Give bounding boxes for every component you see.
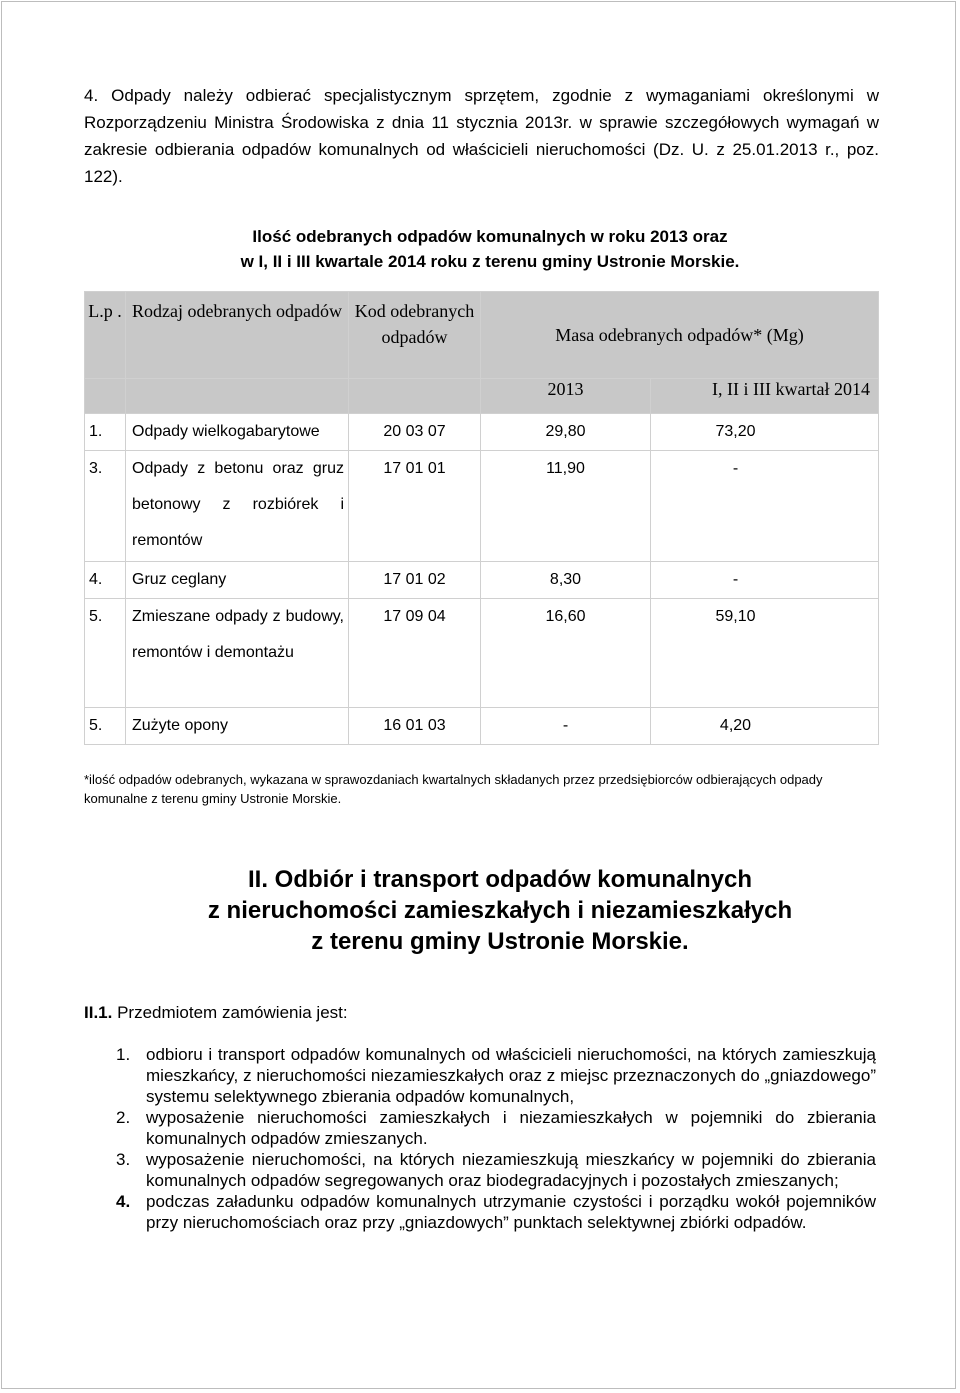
subsection-number: II.1. — [84, 1003, 113, 1022]
list-item-number: 4. — [116, 1192, 131, 1211]
subsection-text: Przedmiotem zamówienia jest: — [112, 1003, 348, 1022]
list-item — [84, 1149, 876, 1191]
header-masa: Masa odebranych odpadów* (Mg) — [481, 292, 879, 379]
list-item-number: 2. — [116, 1108, 131, 1127]
row-name: Odpady z betonu oraz gruz betonowy z rozbiórek i remontów — [126, 451, 349, 562]
table-footnote: *ilość odpadów odebranych, wykazana w sprawozdaniach kwartalnych składanych przez przedsiębiorców odbierających odpady komunalne z terenu gminy Ustronie Morskie. — [84, 772, 823, 806]
header-lp: L.p . — [85, 292, 126, 379]
subsection-heading — [84, 1003, 348, 1023]
row-code: 17 01 02 — [349, 562, 481, 599]
table-subheader-row — [85, 379, 879, 414]
list-item-text: odbioru i transport odpadów komunalnych od właścicieli nieruchomości, na których zamieszkują mieszkańcy, z nieruchomości niezamieszkałych oraz z miejsc przeznaczonych do „gniazdowego” systemu selektywnego zbierania odpadów komunalnych, — [146, 1045, 876, 1106]
table-row — [85, 414, 879, 451]
table-row — [85, 562, 879, 599]
table-row — [85, 599, 879, 708]
row-2013: 11,90 — [481, 451, 651, 562]
list-item-text: podczas załadunku odpadów komunalnych utrzymanie czystości i porządku wokół pojemników przy nieruchomościach oraz przy „gniazdowych” punktach selektywnej zbiórki odpadów. — [146, 1192, 876, 1232]
table-title-line-1: Ilość odebranych odpadów komunalnych w roku 2013 oraz — [252, 227, 728, 246]
row-2014: - — [651, 562, 879, 599]
row-2013: 8,30 — [481, 562, 651, 599]
row-2014: 59,10 — [651, 599, 879, 708]
table-header-row — [85, 292, 879, 379]
header-kod: Kod odebranych odpadów — [349, 292, 481, 379]
row-2014: 4,20 — [651, 708, 879, 745]
scope-list — [84, 1044, 876, 1233]
row-code: 20 03 07 — [349, 414, 481, 451]
row-number: 5. — [85, 599, 126, 708]
table-title-line-2: w I, II i III kwartale 2014 roku z terenu gminy Ustronie Morskie. — [240, 252, 740, 271]
section-title-line-1: II. Odbiór i transport odpadów komunalnych — [247, 866, 753, 893]
list-item-text: wyposażenie nieruchomości, na których niezamieszkują mieszkańcy w pojemniki do zbierania komunalnych odpadów segregowanych oraz biodegradacyjnych i pozostałych zmieszanych; — [146, 1150, 876, 1190]
row-name: Odpady wielkogabarytowe — [126, 414, 349, 451]
row-2013: 29,80 — [481, 414, 651, 451]
row-code: 17 01 01 — [349, 451, 481, 562]
table-row — [85, 708, 879, 745]
row-number: 4. — [85, 562, 126, 599]
section-title — [120, 864, 880, 957]
row-name: Gruz ceglany — [126, 562, 349, 599]
intro-paragraph: 4. Odpady należy odbierać specjalistycznym sprzętem, zgodnie z wymaganiami określonymi w Rozporządzeniu Ministra Środowiska z dnia 11 stycznia 2013r. w sprawie szczegółowych wymagań w zakresie odbierania odpadów komunalnych od właścicieli nieruchomości (Dz. U. z 25.01.2013 r., poz. 122). — [84, 86, 879, 186]
section-title-line-2: z nieruchomości zamieszkałych i niezamieszkałych — [207, 897, 793, 924]
table-row — [85, 451, 879, 562]
section-title-line-3: z terenu gminy Ustronie Morskie. — [311, 928, 689, 955]
row-number: 1. — [85, 414, 126, 451]
row-name: Zużyte opony — [126, 708, 349, 745]
header-quarters-2014: I, II i III kwartał 2014 — [651, 379, 879, 414]
list-item-text: wyposażenie nieruchomości zamieszkałych i niezamieszkałych w pojemniki do zbierania komunalnych odpadów zmieszanych. — [146, 1108, 876, 1148]
list-item-number: 3. — [116, 1150, 131, 1169]
row-code: 17 09 04 — [349, 599, 481, 708]
list-item — [84, 1107, 876, 1149]
row-2013: 16,60 — [481, 599, 651, 708]
row-number: 5. — [85, 708, 126, 745]
row-2014: 73,20 — [651, 414, 879, 451]
header-rodzaj: Rodzaj odebranych odpadów — [126, 292, 349, 379]
row-2013: - — [481, 708, 651, 745]
row-name: Zmieszane odpady z budowy, remontów i demontażu — [126, 599, 349, 708]
row-number: 3. — [85, 451, 126, 562]
header-year-2013: 2013 — [481, 379, 651, 414]
row-2014: - — [651, 451, 879, 562]
row-code: 16 01 03 — [349, 708, 481, 745]
list-item — [84, 1044, 876, 1107]
waste-table — [84, 291, 879, 745]
list-item-number: 1. — [116, 1045, 131, 1064]
list-item — [84, 1191, 876, 1233]
